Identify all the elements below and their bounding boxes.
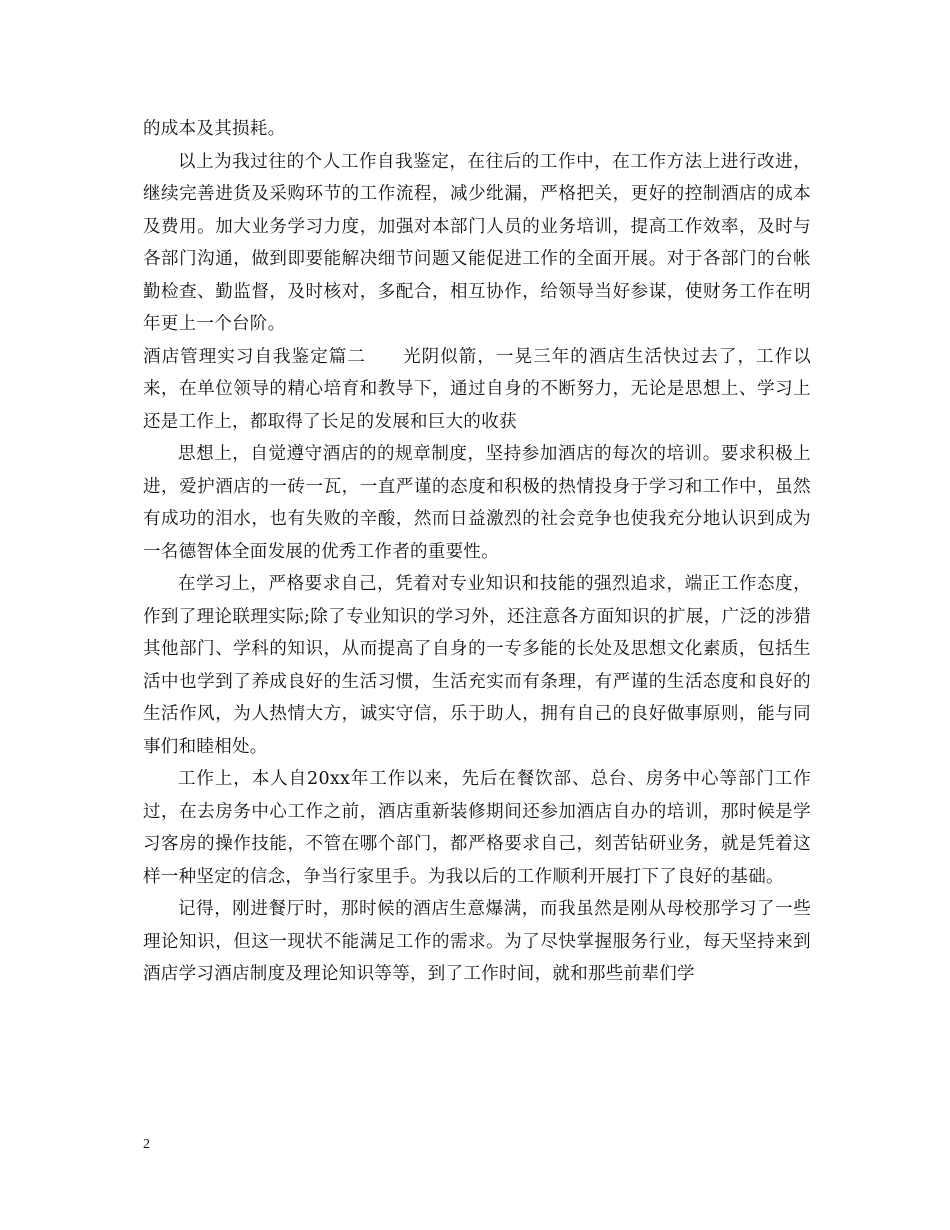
paragraph-6: 工作上，本人自20xx年工作以来，先后在餐饮部、总台、房务中心等部门工作过，在去房务中心工作之前，酒店重新装修期间还参加酒店自办的培训，那时候是学习客房的操作技能，不管在哪个部门，都严格要求自己，刻苦钻研业务，就是凭着这样一种坚定的信念，争当行家里手。为我以后的工作顺利开展打下了良好的基础。 — [143, 769, 811, 887]
body-text — [143, 113, 811, 991]
paragraph-5: 在学习上，严格要求自己，凭着对专业知识和技能的强烈追求，端正工作态度，作到了理论联理实际;除了专业知识的学习外，还注意各方面知识的扩展，广泛的涉猎其他部门、学科的知识，从而提高了自身的一专多能的长处及思想文化素质，包括生活中也学到了养成良好的生活习惯，生活充实而有条理，有严谨的生活态度和良好的生活作风，为人热情大方，诚实守信，乐于助人，拥有自己的良好做事原则，能与同事们和睦相处。 — [143, 574, 811, 757]
paragraph-3-section-heading: 酒店管理实习自我鉴定篇二 光阴似箭，一晃三年的酒店生活快过去了，工作以来，在单位领导的精心培育和教导下，通过自身的不断努力，无论是思想上、学习上还是工作上，都取得了长足的发展和巨大的收获 — [143, 346, 811, 432]
paragraph-1: 的成本及其损耗。 — [143, 119, 286, 139]
paragraph-7: 记得，刚进餐厅时，那时候的酒店生意爆满，而我虽然是刚从母校那学习了一些理论知识，但这一现状不能满足工作的需求。为了尽快掌握服务行业，每天坚持来到酒店学习酒店制度及理论知识等等，到了工作时间，就和那些前辈们学 — [143, 899, 811, 984]
page-number: 2 — [143, 1137, 150, 1152]
paragraph-2: 以上为我过往的个人工作自我鉴定，在往后的工作中，在工作方法上进行改进，继续完善进货及采购环节的工作流程，减少纰漏，严格把关，更好的控制酒店的成本及费用。加大业务学习力度，加强对本部门人员的业务培训，提高工作效率，及时与各部门沟通，做到即要能解决细节问题又能促进工作的全面开展。对于各部门的台帐勤检查、勤监督，及时核对，多配合，相互协作，给领导当好参谋，使财务工作在明年更上一个台阶。 — [143, 151, 811, 334]
paragraph-4: 思想上，自觉遵守酒店的的规章制度，坚持参加酒店的每次的培训。要求积极上进，爱护酒店的一砖一瓦，一直严谨的态度和积极的热情投身于学习和工作中，虽然有成功的泪水，也有失败的辛酸，然而日益激烈的社会竞争也使我充分地认识到成为一名德智体全面发展的优秀工作者的重要性。 — [143, 444, 811, 562]
